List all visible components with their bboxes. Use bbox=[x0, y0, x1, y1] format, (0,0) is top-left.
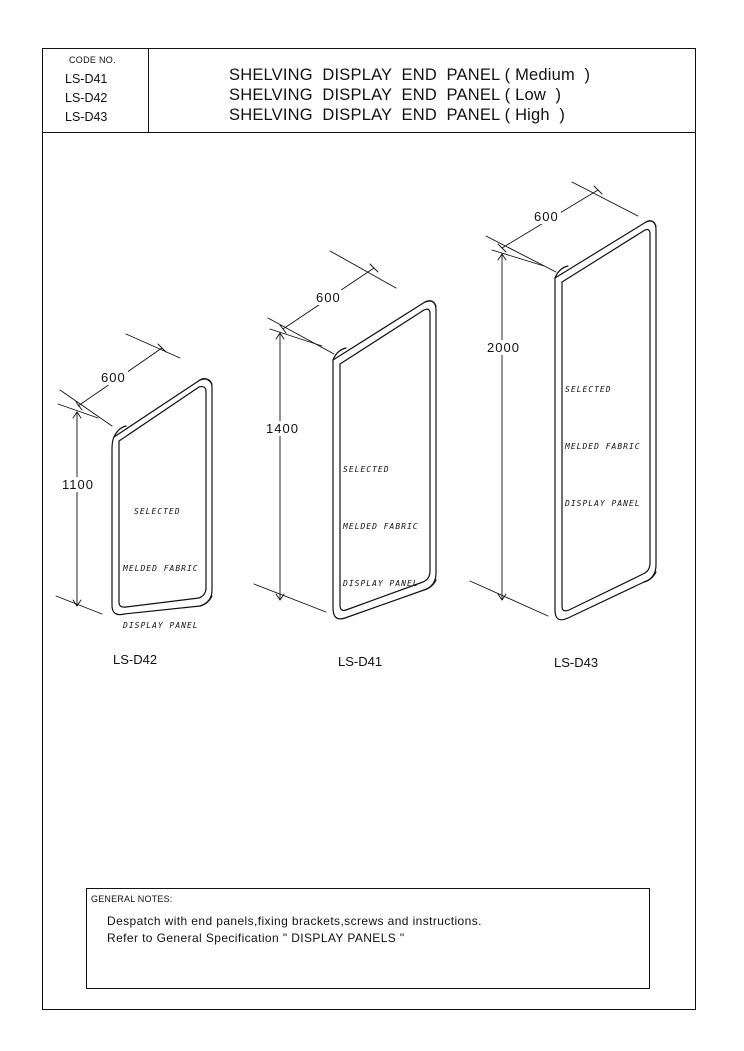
panel-text-ls-d41 bbox=[343, 422, 419, 612]
width-dim-ls-d42: 600 bbox=[101, 370, 126, 385]
panel-text-line: SELECTED bbox=[565, 385, 612, 394]
code-ls-d43: LS-D43 bbox=[65, 110, 108, 124]
title-high: SHELVING DISPLAY END PANEL ( High ) bbox=[229, 106, 566, 124]
panel-text-line: SELECTED bbox=[343, 465, 390, 474]
height-dim-ls-d41: 1400 bbox=[266, 421, 299, 436]
code-ls-d41: LS-D41 bbox=[65, 72, 108, 86]
label-ls-d41: LS-D41 bbox=[338, 654, 383, 669]
panel-text-line: SELECTED bbox=[134, 507, 181, 516]
label-ls-d42: LS-D42 bbox=[113, 652, 158, 667]
panel-text-ls-d42 bbox=[123, 464, 199, 654]
panel-text-line: MELDED FABRIC bbox=[123, 564, 199, 573]
general-notes-title: GENERAL NOTES: bbox=[91, 894, 173, 904]
title-medium: SHELVING DISPLAY END PANEL ( Medium ) bbox=[229, 66, 591, 84]
general-notes-box bbox=[86, 888, 650, 989]
panel-text-ls-d43 bbox=[565, 342, 641, 532]
height-dim-ls-d42: 1100 bbox=[62, 477, 94, 492]
panel-text-line: DISPLAY PANEL bbox=[565, 499, 641, 508]
code-ls-d42: LS-D42 bbox=[65, 91, 108, 105]
note-line-reference: Refer to General Specification " DISPLAY PANELS " bbox=[107, 931, 405, 945]
width-dim-ls-d41: 600 bbox=[316, 290, 341, 305]
height-dim-ls-d43: 2000 bbox=[487, 340, 520, 355]
panel-text-line: DISPLAY PANEL bbox=[343, 579, 419, 588]
title-low: SHELVING DISPLAY END PANEL ( Low ) bbox=[229, 86, 562, 104]
panel-text-line: DISPLAY PANEL bbox=[123, 621, 199, 630]
width-dim-ls-d43: 600 bbox=[534, 209, 559, 224]
panel-text-line: MELDED FABRIC bbox=[343, 522, 419, 531]
panel-text-line: MELDED FABRIC bbox=[565, 442, 641, 451]
label-ls-d43: LS-D43 bbox=[554, 655, 599, 670]
note-line-despatch: Despatch with end panels,fixing brackets,screws and instructions. bbox=[107, 914, 482, 928]
code-number-label: CODE NO. bbox=[69, 55, 116, 65]
